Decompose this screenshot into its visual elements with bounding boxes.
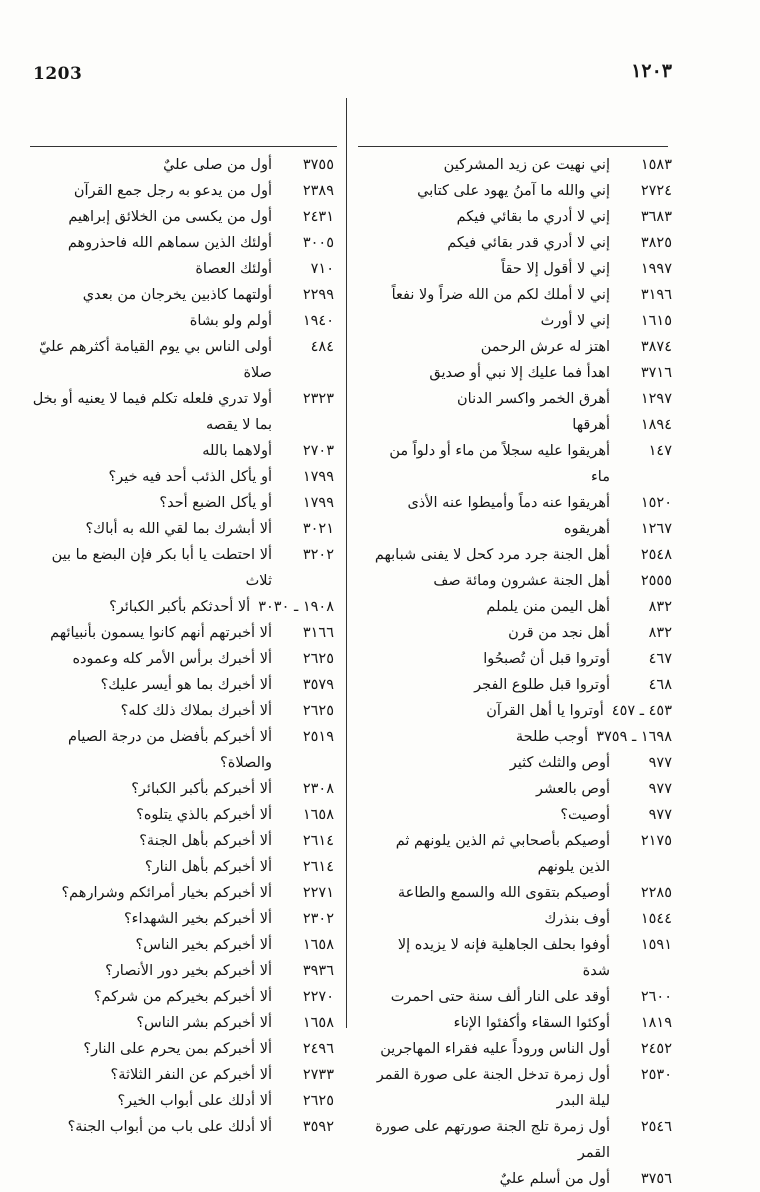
entry-number: ٣٥٩٢ [302, 1119, 334, 1135]
entry-number: ٤٦٧ [648, 651, 672, 667]
entry-text: ألا أخبرك بما هو أيسر عليك؟ [100, 677, 272, 693]
entry-text: أولى الناس بي يوم القيامة أكثرهم عليّ صلاة [38, 339, 272, 381]
index-entry [372, 776, 672, 802]
entry-number: ٢٣٨٩ [302, 183, 334, 199]
entry-text: أوقد على النار ألف سنة حتى احمرت [390, 989, 610, 1005]
entry-number: ١٦٥٨ [302, 1015, 334, 1031]
entry-text: أولم ولو بشاة [189, 313, 272, 329]
entry-text: ألا أبشرك بما لقي الله به أباك؟ [85, 521, 272, 537]
index-entry [372, 386, 672, 412]
entry-number: ١٦٥٨ [302, 807, 334, 823]
entry-number: ٩٧٧ [648, 807, 672, 823]
entry-text: أول الناس وروداً عليه فقراء المهاجرين [380, 1041, 610, 1057]
entry-text: أوص بالعشر [536, 781, 610, 797]
index-entry [28, 724, 334, 776]
entry-number: ٣٦٨٣ [640, 209, 672, 225]
entry-text: ألا أخبركم عن النفر الثلاثة؟ [110, 1067, 272, 1083]
entry-number: ٢٥٤٨ [640, 547, 672, 563]
index-entry [28, 1114, 334, 1140]
entry-text: أو يأكل الذئب أحد فيه خير؟ [108, 469, 272, 485]
index-entry [372, 542, 672, 568]
entry-text: أهريقوا عليه سجلاً من ماء أو دلواً من ماء [389, 443, 610, 485]
entry-text: أوف بنذرك [544, 911, 610, 927]
entry-text: ألا أخبركم بأهل النار؟ [144, 859, 272, 875]
entry-text: اهدأ فما عليك إلا نبي أو صديق [429, 365, 610, 381]
entry-number: ١٧٩٩ [302, 469, 334, 485]
entry-text: ألا احتطت يا أبا بكر فإن البضع ما بين ثلاث [51, 547, 272, 589]
index-entry [28, 594, 334, 620]
index-entry [372, 1010, 672, 1036]
entry-text: أول من يدعو به رجل جمع القرآن [73, 183, 272, 199]
entry-text: ألا أخبركم بشر الناس؟ [136, 1015, 272, 1031]
entry-number: ٣٧٥٦ [640, 1171, 672, 1187]
entry-number: ١٨١٩ [640, 1015, 672, 1031]
index-entry [28, 646, 334, 672]
index-entry [372, 828, 672, 880]
entry-text: ألا أخبركم بخير دور الأنصار؟ [105, 963, 272, 979]
index-entry [28, 828, 334, 854]
entry-number: ٢٦٢٥ [302, 703, 334, 719]
index-entry [28, 1088, 334, 1114]
entry-text: أوص والثلث كثير [509, 755, 610, 771]
index-entry [372, 256, 672, 282]
entry-number: ١٩٠٨ ـ ٣٠٣٠ [258, 599, 334, 615]
index-entry [372, 984, 672, 1010]
entry-text: إني لا أقول إلا حقاً [501, 261, 610, 277]
index-entry [28, 672, 334, 698]
entry-number: ١٨٩٤ [640, 417, 672, 433]
index-entry [372, 516, 672, 542]
entry-text: أول من صلى عليٌ [163, 157, 272, 173]
entry-number: ٢٣٠٨ [302, 781, 334, 797]
entry-number: ٩٧٧ [648, 781, 672, 797]
entry-number: ٢٥٤٦ [640, 1119, 672, 1135]
entry-number: ٣٧٥٥ [302, 157, 334, 173]
entry-text: أهل اليمن منن يلملم [486, 599, 610, 615]
entry-text: ألا أدلك على أبواب الخير؟ [117, 1093, 272, 1109]
entry-text: أوتروا يا أهل القرآن [486, 703, 604, 719]
entry-number: ٤٦٨ [648, 677, 672, 693]
entry-text: اهتز له عرش الرحمن [480, 339, 610, 355]
entry-number: ٨٣٢ [648, 599, 672, 615]
entry-number: ٤٨٤ [310, 339, 334, 355]
index-column-right [372, 152, 672, 1192]
entry-number: ٢٦١٤ [302, 833, 334, 849]
entry-number: ٣١٩٦ [640, 287, 672, 303]
entry-text: أوفوا بحلف الجاهلية فإنه لا يزيده إلا شدة [397, 937, 610, 979]
index-entry [28, 542, 334, 594]
index-entry [372, 906, 672, 932]
entry-number: ٣٧١٦ [640, 365, 672, 381]
index-entry [28, 386, 334, 438]
entry-number: ٢٣٠٢ [302, 911, 334, 927]
entry-number: ١٥٢٠ [640, 495, 672, 511]
page-number-arabic: ١٢٠٣ [631, 60, 672, 82]
entry-text: أهريقوا عنه دماً وأميطوا عنه الأذى [407, 495, 610, 511]
entry-text: ألا أخبرتهم أنهم كانوا يسمون بأنبيائهم [50, 625, 272, 641]
entry-number: ٣٩٣٦ [302, 963, 334, 979]
entry-text: أوجب طلحة [515, 729, 589, 745]
index-entry [28, 802, 334, 828]
index-entry [28, 880, 334, 906]
index-entry [28, 178, 334, 204]
index-entry [372, 672, 672, 698]
entry-text: ألا أخبرك برأس الأمر كله وعموده [72, 651, 272, 667]
index-entry [28, 698, 334, 724]
index-entry [372, 282, 672, 308]
entry-number: ١٦٥٨ [302, 937, 334, 953]
entry-text: أول من أسلم عليٌ [499, 1171, 610, 1187]
index-entry [372, 334, 672, 360]
entry-number: ١٦١٥ [640, 313, 672, 329]
entry-text: أوتروا قبل أن تُصبحُوا [483, 651, 610, 667]
entry-text: أوتروا قبل طلوع الفجر [474, 677, 610, 693]
index-entry [372, 620, 672, 646]
index-entry [372, 750, 672, 776]
entry-number: ٢٦٠٠ [640, 989, 672, 1005]
entry-number: ١٧٩٩ [302, 495, 334, 511]
index-entry [372, 880, 672, 906]
entry-text: ألا أخبركم بخير الناس؟ [135, 937, 272, 953]
entry-number: ٣٢٠٢ [302, 547, 334, 563]
index-entry [28, 308, 334, 334]
index-entry [28, 438, 334, 464]
entry-number: ٢٧٢٤ [640, 183, 672, 199]
entry-number: ١٥٩١ [640, 937, 672, 953]
index-entry [28, 984, 334, 1010]
entry-number: ٢٤٥٢ [640, 1041, 672, 1057]
entry-text: أهل نجد من قرن [508, 625, 610, 641]
entry-text: ألا أحدثكم بأكبر الكبائر؟ [109, 599, 251, 615]
entry-text: أولاهما بالله [202, 443, 272, 459]
entry-number: ٢٤٩٦ [302, 1041, 334, 1057]
index-entry [28, 230, 334, 256]
entry-text: ألا أخبركم بخيار أمرائكم وشرارهم؟ [61, 885, 272, 901]
index-entry [372, 204, 672, 230]
entry-number: ٢٥٥٥ [640, 573, 672, 589]
index-entry [372, 490, 672, 516]
index-entry [28, 516, 334, 542]
entry-text: أول زمرة تدخل الجنة على صورة القمر ليلة البدر [376, 1067, 610, 1109]
index-entry [372, 1166, 672, 1192]
entry-number: ٢٤٣١ [302, 209, 334, 225]
entry-number: ٢٥١٩ [302, 729, 334, 745]
index-entry [372, 698, 672, 724]
index-entry [28, 1062, 334, 1088]
entry-text: أهل الجنة عشرون ومائة صف [433, 573, 610, 589]
index-entry [372, 178, 672, 204]
index-entry [372, 438, 672, 490]
entry-text: أوصيكم بأصحابي ثم الذين يلونهم ثم الذين يلونهم [395, 833, 610, 875]
entry-number: ٣٠٠٥ [302, 235, 334, 251]
entry-number: ٣٠٢١ [302, 521, 334, 537]
entry-text: ألا أخبركم بخيركم من شركم؟ [93, 989, 272, 1005]
entry-number: ١٢٦٧ [640, 521, 672, 537]
entry-number: ٧١٠ [310, 261, 334, 277]
entry-number: ٢٢٨٥ [640, 885, 672, 901]
entry-number: ٢٥٣٠ [640, 1067, 672, 1083]
entry-number: ٢٦٢٥ [302, 651, 334, 667]
entry-text: ألا أخبركم بمن يحرم على النار؟ [83, 1041, 272, 1057]
entry-text: أهرق الخمر واكسر الدنان [457, 391, 610, 407]
index-entry [28, 776, 334, 802]
index-entry [372, 1036, 672, 1062]
entry-text: ألا أدلك على باب من أبواب الجنة؟ [67, 1119, 272, 1135]
entry-text: أولتهما كاذبين يخرجان من بعدي [82, 287, 272, 303]
index-entry [28, 620, 334, 646]
entry-text: إني لا أدري ما بقائي فيكم [456, 209, 610, 225]
entry-number: ٣٨٢٥ [640, 235, 672, 251]
entry-text: ألا أخبركم بخير الشهداء؟ [123, 911, 272, 927]
entry-text: إني لا أدري قدر بقائي فيكم [447, 235, 610, 251]
entry-text: أولا تدري فلعله تكلم فيما لا يعنيه أو بخل بما لا يقصه [32, 391, 272, 433]
entry-text: أهريقوه [563, 521, 610, 537]
column-divider [346, 98, 347, 1028]
page-number-latin: 1203 [33, 64, 83, 84]
entry-text: أوصيكم بتقوى الله والسمع والطاعة [397, 885, 610, 901]
index-entry [28, 1010, 334, 1036]
entry-number: ٢٦٢٥ [302, 1093, 334, 1109]
index-entry [372, 412, 672, 438]
index-entry [28, 334, 334, 386]
entry-text: أولئك الذين سماهم الله فاحذروهم [67, 235, 272, 251]
index-entry [372, 802, 672, 828]
index-entry [28, 204, 334, 230]
entry-text: ألا أخبركم بأفضل من درجة الصيام والصلاة؟ [68, 729, 272, 771]
entry-number: ١٦٩٨ ـ ٣٧٥٩ [596, 729, 672, 745]
entry-number: ١٥٤٤ [640, 911, 672, 927]
entry-text: أول زمرة تلج الجنة صورتهم على صورة القمر [375, 1119, 610, 1161]
entry-text: أولئك العصاة [195, 261, 272, 277]
header-rule-right [358, 146, 668, 147]
entry-number: ١٤٧ [648, 443, 672, 459]
entry-number: ٢٦١٤ [302, 859, 334, 875]
index-entry [372, 152, 672, 178]
entry-number: ٤٥٣ ـ ٤٥٧ [611, 703, 672, 719]
index-entry [372, 1114, 672, 1166]
entry-number: ٢٢٩٩ [302, 287, 334, 303]
entry-text: ألا أخبركم بأهل الجنة؟ [139, 833, 272, 849]
entry-text: إني لا أملك لكم من الله ضراً ولا نفعاً [391, 287, 610, 303]
entry-text: أول من يكسى من الخلائق إبراهيم [68, 209, 272, 225]
index-entry [28, 906, 334, 932]
entry-number: ٣٥٧٩ [302, 677, 334, 693]
index-entry [372, 1062, 672, 1114]
index-entry [372, 594, 672, 620]
index-entry [28, 932, 334, 958]
entry-text: ألا أخبركم بالذي يتلوه؟ [136, 807, 272, 823]
entry-number: ١٢٩٧ [640, 391, 672, 407]
entry-text: أو يأكل الضبع أحد؟ [159, 495, 272, 511]
entry-text: أهل الجنة جرد مرد كحل لا يفنى شبابهم [374, 547, 610, 563]
entry-number: ٢٢٧١ [302, 885, 334, 901]
index-column-left [28, 152, 334, 1140]
index-entry [28, 282, 334, 308]
entry-number: ٣٨٧٤ [640, 339, 672, 355]
index-entry [372, 568, 672, 594]
entry-text: أهرقها [572, 417, 610, 433]
index-entry [372, 308, 672, 334]
index-entry [28, 958, 334, 984]
header-rule-left [30, 146, 337, 147]
index-entry [28, 490, 334, 516]
index-entry [28, 152, 334, 178]
index-entry [372, 646, 672, 672]
entry-number: ٩٧٧ [648, 755, 672, 771]
index-entry [372, 724, 672, 750]
entry-number: ٢٧٣٣ [302, 1067, 334, 1083]
index-entry [372, 360, 672, 386]
index-entry [28, 464, 334, 490]
entry-text: ألا أخبركم بأكبر الكبائر؟ [131, 781, 272, 797]
entry-text: أوصيت؟ [560, 807, 610, 823]
index-entry [372, 230, 672, 256]
entry-number: ٢٧٠٣ [302, 443, 334, 459]
entry-text: إني والله ما آمنُ يهود على كتابي [417, 183, 610, 199]
entry-number: ١٩٩٧ [640, 261, 672, 277]
entry-number: ١٥٨٣ [640, 157, 672, 173]
entry-number: ٢١٧٥ [640, 833, 672, 849]
entry-text: ألا أخبرك بملاك ذلك كله؟ [120, 703, 272, 719]
entry-number: ٨٣٢ [648, 625, 672, 641]
entry-text: إني لا أورث [540, 313, 610, 329]
index-entry [28, 1036, 334, 1062]
entry-number: ٣١٦٦ [302, 625, 334, 641]
entry-number: ٢٣٢٣ [302, 391, 334, 407]
entry-number: ٢٢٧٠ [302, 989, 334, 1005]
entry-number: ١٩٤٠ [302, 313, 334, 329]
index-entry [28, 854, 334, 880]
entry-text: أوكئوا السقاء وأكفئوا الإناء [453, 1015, 610, 1031]
entry-text: إني نهيت عن زيد المشركين [443, 157, 610, 173]
index-entry [28, 256, 334, 282]
index-entry [372, 932, 672, 984]
